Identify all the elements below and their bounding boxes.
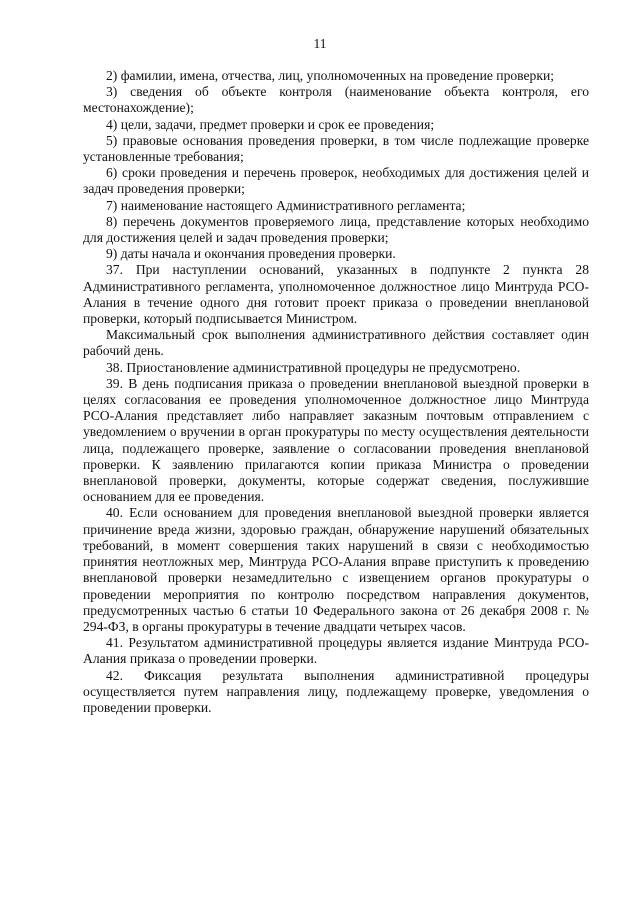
paragraph-clause-41: 41. Результатом административной процедуры является издание Минтруда РСО-Алания приказа о проведении проверки. [83,635,589,667]
page-number: 11 [313,36,327,51]
paragraph-clause-42: 42. Фиксация результата выполнения административной процедуры осуществляется путем направления лицу, подлежащему проверке, уведомления о проведении проверки. [83,667,589,715]
paragraph-item-4: 4) цели, задачи, предмет проверки и срок ее проведения; [106,116,435,132]
paragraph-item-9: 9) даты начала и окончания проведения проверки. [106,246,396,262]
paragraph-item-8: 8) перечень документов проверяемого лица, представление которых необходимо для достижения целей и задач проведения проверки; [83,213,589,246]
paragraph-item-2: 2) фамилии, имена, отчества, лиц, уполномоченных на проведение проверки; [106,68,555,83]
paragraph-item-7: 7) наименование настоящего Административного регламента; [106,197,466,213]
paragraph-clause-40: 40. Если основанием для проведения внеплановой выездной проверки является причинение вреда жизни, здоровью граждан, обнаружение нарушений обязательных требований, в момент совершения таких нарушений в связи с необходимостью принятия неотложных мер, Минтруда РСО-Алания вправе приступить к проведению внеплановой проверки незамедлительно с извещением органов прокуратуры о проведении мероприятия по контролю посредством направления документов, предусмотренных частью 6 статьи 10 Федерального закона от 26 декабря 2008 г. № 294-ФЗ, в органы прокуратуры в течение двадцати четырех часов. [83,505,589,634]
paragraph-item-5: 5) правовые основания проведения проверки, в том числе подлежащие проверке установленные требования; [83,132,589,165]
document-body [83,68,589,716]
paragraph-item-3: 3) сведения об объекте контроля (наименование объекта контроля, его местонахождение); [83,84,589,116]
paragraph-clause-37: 37. При наступлении оснований, указанных в подпункте 2 пункта 28 Административного регламента, уполномоченное должностное лицо Минтруда РСО-Алания в течение одного дня готовит проект приказа о проведении внеплановой проверки, который подписывается Министром. [83,262,589,327]
paragraph-item-6: 6) сроки проведения и перечень проверок, необходимых для достижения целей и задач проведения проверки; [83,165,589,197]
paragraph-clause-38: 38. Приостановление административной процедуры не предусмотрено. [106,359,521,375]
paragraph-max-duration: Максимальный срок выполнения административного действия составляет один рабочий день. [83,327,589,359]
paragraph-clause-39: 39. В день подписания приказа о проведении внеплановой выездной проверки в целях согласования ее проведения уполномоченное должностное лицо Минтруда РСО-Алания представляет либо направляет заказным почтовым отправлением с уведомлением о вручении в орган прокуратуры по месту осуществления деятельности лица, подлежащего проверке, заявление о согласовании проведения внеплановой проверки. К заявлению прилагаются копии приказа Министра о проведении внеплановой проверки, документы, которые содержат сведения, послужившие основанием для ее проведения. [83,375,589,505]
